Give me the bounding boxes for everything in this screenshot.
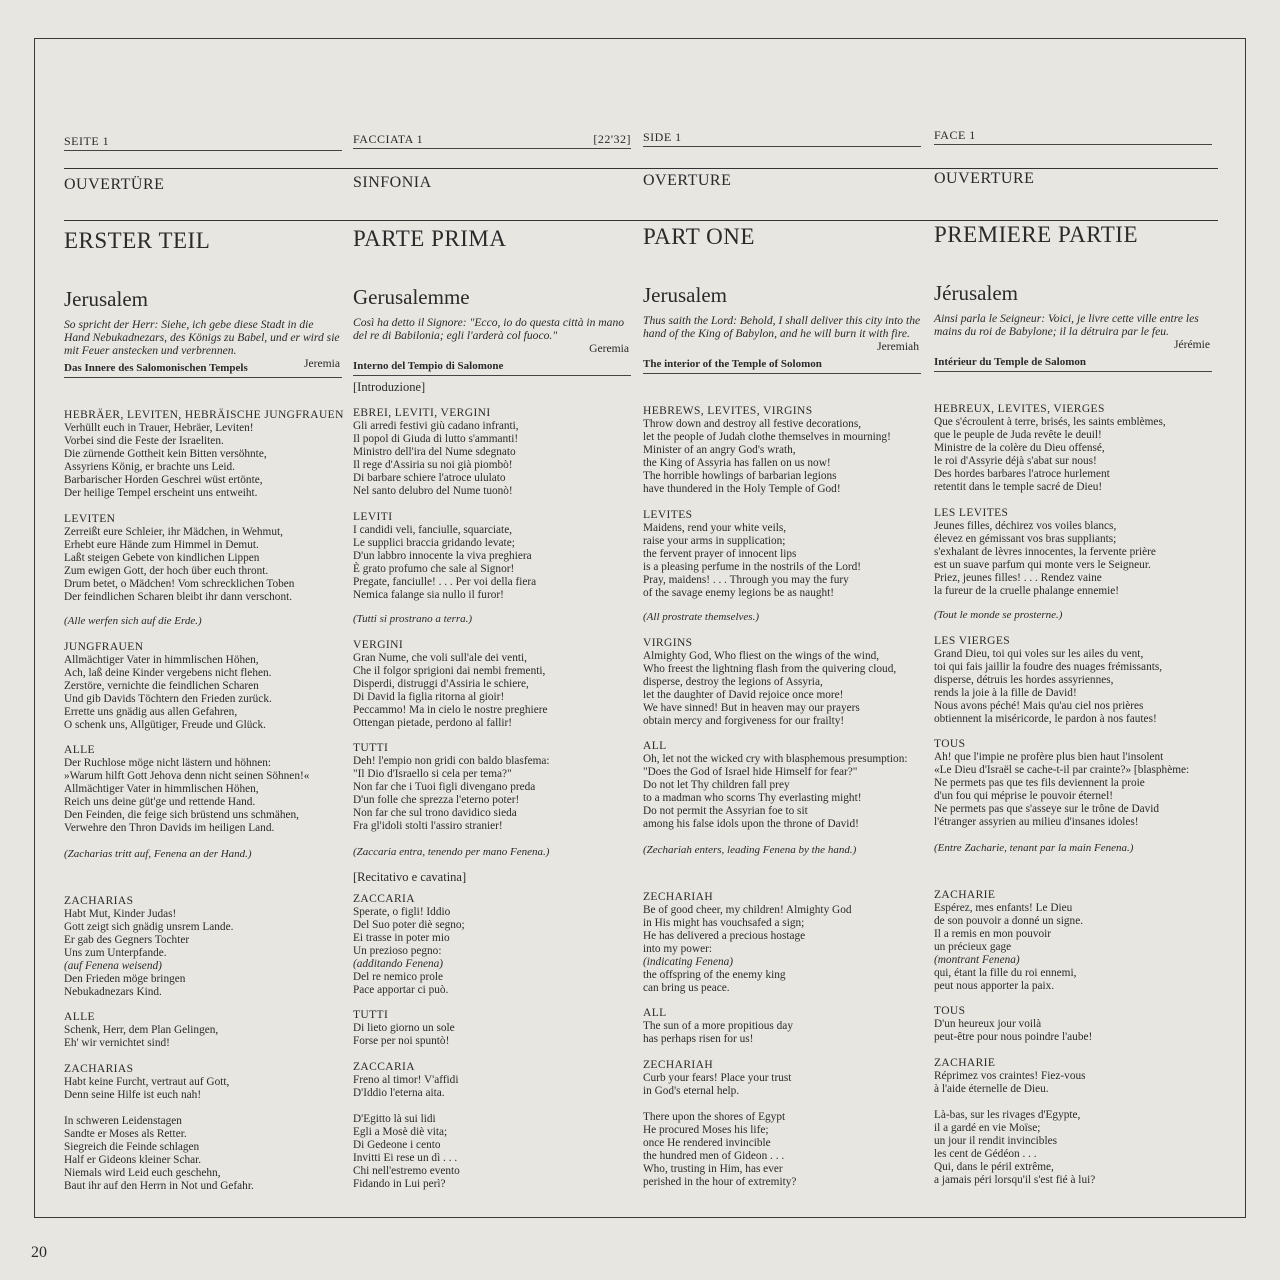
speaker-name: ZACHARIAS [64, 895, 134, 907]
lyric-line: «Le Dieu d'Israël se cache-t-il par crainte?» [blasphème: [934, 764, 1190, 776]
lyric-line: Fra gl'idoli stolti l'assiro stranier! [353, 820, 503, 832]
lyric-line: Il rege d'Assiria su noi già piombò! [353, 459, 513, 471]
lyric-line: Non far che sul trono davidico sieda [353, 807, 517, 819]
lyric-section [643, 1111, 933, 1189]
lyric-line: Peccammo! Ma in cielo le nostre preghiere [353, 704, 548, 716]
lyric-line: Nemica falange sia nullo il furor! [353, 589, 504, 601]
lyric-section [643, 637, 933, 728]
lyric-section [353, 639, 643, 730]
lyric-line: Allmächtiger Vater in himmlischen Höhen, [64, 654, 259, 666]
lyric-line: Del re nemico prole [353, 971, 444, 983]
lyric-line: Jeunes filles, déchirez vos voiles blancs, [934, 520, 1117, 532]
lyric-line: Ministre de la colère du Dieu offensé, [934, 442, 1105, 454]
lyric-line: disperse, détruis les hordes assyriennes, [934, 674, 1114, 686]
lyric-line: the hundred men of Gideon . . . [643, 1150, 785, 1162]
lyric-line: of the savage enemy legions be as naught! [643, 587, 835, 599]
lyric-line: Den Feinden, die feige sich brüstend uns schmähen, [64, 809, 299, 821]
scene-heading: Das Innere des Salomonischen Tempels [64, 362, 248, 374]
lyric-line: un précieux gage [934, 941, 1012, 953]
overture-title: OVERTURE [643, 172, 732, 189]
part-title: PREMIERE PARTIE [934, 222, 1138, 247]
lyric-line: Un prezioso pegno: [353, 945, 442, 957]
lyric-line: Gran Nume, che voli sull'ale dei venti, [353, 652, 527, 664]
lyric-line: Maidens, rend your white veils, [643, 522, 787, 534]
city-title: Jérusalem [934, 281, 1018, 305]
lyric-line: Schenk, Herr, dem Plan Gelingen, [64, 1024, 219, 1036]
lyric-line: "Does the God of Israel hide Himself for fear?" [643, 766, 858, 778]
stage-direction: (Zacharias tritt auf, Fenena an der Hand.) [64, 848, 252, 860]
lyric-line: la fureur de la cruelle phalange ennemie! [934, 585, 1120, 597]
lyric-section [934, 738, 1224, 829]
lyric-line: The sun of a more propitious day [643, 1020, 793, 1032]
city-title: Gerusalemme [353, 285, 470, 309]
lyric-line: Pace apportar ci può. [353, 984, 449, 996]
lyric-line: d'un fou qui méprise le pouvoir éternel! [934, 790, 1113, 802]
lyric-section [353, 893, 643, 997]
lyric-line: de son pouvoir a donné un signe. [934, 915, 1084, 927]
lyric-line: He procured Moses his life; [643, 1124, 769, 1136]
lyric-line: Niemals wird Leid euch geschehn, [64, 1167, 221, 1179]
lyric-line: in God's eternal help. [643, 1085, 740, 1097]
lyric-line: Der heilige Tempel erscheint uns entweiht. [64, 487, 258, 499]
lyric-line: "Il Dio d'Israello si cela per tema?" [353, 768, 512, 780]
lyric-line: obtiennent la miséricorde, le pardon à nos fautes! [934, 713, 1157, 725]
lyric-section [64, 1011, 354, 1050]
lyric-section [353, 742, 643, 833]
quote-divider [643, 373, 921, 374]
speaker-name: VIRGINS [643, 637, 693, 649]
lyric-line: D'un folle che sprezza l'eterno poter! [353, 794, 520, 806]
lyric-section [934, 1005, 1224, 1044]
side-heading [353, 132, 631, 149]
lyric-line: Allmächtiger Vater in himmlischen Höhen, [64, 783, 259, 795]
lyric-line: Und gib Davids Töchtern den Frieden zurück. [64, 693, 272, 705]
lyric-line: toi qui fais jaillir la foudre des nuages frémissants, [934, 661, 1163, 673]
quote-attribution: Jeremia [303, 357, 340, 370]
lyric-line: Del Suo poter diè segno; [353, 919, 465, 931]
speaker-name: VERGINI [353, 639, 404, 651]
lyric-line: Be of good cheer, my children! Almighty God [643, 904, 852, 916]
lyric-line: Drum betet, o Mädchen! Vom schrecklichen Toben [64, 578, 295, 590]
speaker-name: ZECHARIAH [643, 891, 714, 903]
city-title: Jerusalem [64, 287, 148, 311]
lyric-line: Forse per noi spuntò! [353, 1035, 450, 1047]
lyric-line: Pray, maidens! . . . Through you may the fury [643, 574, 849, 586]
rule-upper [64, 168, 1218, 169]
lyric-line: can bring us peace. [643, 982, 730, 994]
lyric-section [934, 889, 1224, 993]
lyric-line: Sandte er Moses als Retter. [64, 1128, 187, 1140]
lyric-line: Qui, dans le péril extrême, [934, 1161, 1054, 1173]
overture-title: SINFONIA [353, 174, 432, 191]
lyric-line: Errette uns gnädig aus allen Gefahren, [64, 706, 238, 718]
stage-direction: (Zechariah enters, leading Fenena by the hand.) [643, 844, 857, 856]
lyric-line: Il popol di Giuda di lutto s'ammanti! [353, 433, 519, 445]
lyric-section [643, 1007, 933, 1046]
speaker-name: ZACCARIA [353, 893, 415, 905]
side-label: FACE 1 [934, 128, 976, 142]
lyric-line: les cent de Gédéon . . . [934, 1148, 1037, 1160]
lyric-line: Habt Mut, Kinder Judas! [64, 908, 177, 920]
lyric-line: Ne permets pas que tes fils deviennent la proie [934, 777, 1145, 789]
speaker-name: EBREI, LEVITI, VERGINI [353, 407, 491, 419]
lyric-section [64, 1115, 354, 1193]
lyric-section [353, 1061, 643, 1100]
speaker-name: HEBRÄER, LEVITEN, HEBRÄISCHE JUNGFRAUEN [64, 409, 344, 421]
lyric-line: Des hordes barbares l'atroce hurlement [934, 468, 1110, 480]
part-title: ERSTER TEIL [64, 228, 211, 253]
speaker-name: ALLE [64, 1011, 95, 1023]
lyric-line: Egli a Mosè diè vita; [353, 1126, 448, 1138]
scene-heading: Interno del Tempio di Salomone [353, 360, 504, 372]
lyric-line: Ei trasse in poter mio [353, 932, 450, 944]
lyric-line: Di David la figlia ritorna al gioir! [353, 691, 505, 703]
lyric-line: Do not let Thy children fall prey [643, 779, 790, 791]
lyric-section [353, 1113, 643, 1191]
lyric-line: un jour il rendit invincibles [934, 1135, 1057, 1147]
lyric-line: Barbarischer Horden Geschrei wüst ertönte, [64, 474, 263, 486]
lyric-line: Ah! que l'impie ne profère plus bien haut l'insolent [934, 751, 1164, 763]
lyric-line: Den Frieden möge bringen [64, 973, 186, 985]
lyric-line: Throw down and destroy all festive decorations, [643, 418, 862, 430]
lyric-line: let the daughter of David rejoice once more! [643, 689, 844, 701]
lyric-line: (indicating Fenena) [643, 956, 734, 968]
lyric-line: O schenk uns, Allgütiger, Freude und Glück. [64, 719, 266, 731]
lyric-line: Fidando in Lui perì? [353, 1178, 446, 1190]
lyric-line: Assyriens König, er brachte uns Leid. [64, 461, 235, 473]
lyric-line: Chi nell'estremo evento [353, 1165, 460, 1177]
lyric-line: Baut ihr auf den Herrn in Not und Gefahr. [64, 1180, 254, 1192]
lyric-line: l'étranger assyrien au milieu d'insanes idoles! [934, 816, 1139, 828]
stage-direction: (Tout le monde se prosterne.) [934, 609, 1063, 621]
lyric-line: (montrant Fenena) [934, 954, 1020, 966]
lyric-line: à l'aide éternelle de Dieu. [934, 1083, 1049, 1095]
lyric-line: Il a remis en mon pouvoir [934, 928, 1052, 940]
speaker-name: JUNGFRAUEN [64, 641, 144, 653]
part-title: PARTE PRIMA [353, 226, 507, 251]
stage-direction: (Alle werfen sich auf die Erde.) [64, 615, 202, 627]
lyric-line: Zum ewigen Gott, der hoch über euch thront. [64, 565, 269, 577]
lyric-line: Minister of an angry God's wrath, [643, 444, 796, 456]
overture-title: OUVERTURE [934, 170, 1035, 187]
lyric-line: Der Ruchlose möge nicht lästern und höhnen: [64, 757, 272, 769]
lyric-line: Ministro dell'ira del Nume sdegnato [353, 446, 516, 458]
lyric-line: D'Egitto là sui lidi [353, 1113, 436, 1125]
lyric-section [64, 1063, 354, 1102]
speaker-name: ZECHARIAH [643, 1059, 714, 1071]
stage-direction: (Entre Zacharie, tenant par la main Fenena.) [934, 842, 1134, 854]
lyric-line: Di lieto giorno un sole [353, 1022, 455, 1034]
lyric-line: Die zürnende Gottheit kein Bitten versöhnte, [64, 448, 267, 460]
lyric-section [64, 641, 354, 732]
lyric-line: the offspring of the enemy king [643, 969, 786, 981]
lyric-line: s'exhalant de lèvres innocentes, la fervente prière [934, 546, 1156, 558]
quote-text: Così ha detto il Signore: "Ecco, io do questa città in mano del re di Babilonia; egli l'arderà col fuoco." [353, 316, 625, 342]
lyric-line: qui, étant la fille du roi ennemi, [934, 967, 1077, 979]
speaker-name: ZACHARIE [934, 889, 996, 901]
quote-divider [353, 375, 631, 376]
lyric-section [934, 1057, 1224, 1096]
section-marker: [Introduzione] [353, 380, 426, 394]
lyric-section [64, 895, 354, 999]
lyric-line: Priez, jeunes filles! . . . Rendez vaine [934, 572, 1102, 584]
lyric-line: Half er Gideons kleiner Schar. [64, 1154, 202, 1166]
speaker-name: LES LEVITES [934, 507, 1009, 519]
speaker-name: TUTTI [353, 1009, 389, 1021]
side-label: FACCIATA 1 [353, 132, 424, 146]
lyric-line: the King of Assyria has fallen on us now! [643, 457, 831, 469]
lyric-line: Denn seine Hilfe ist euch nah! [64, 1089, 202, 1101]
lyric-line: Pregate, fanciulle! . . . Per voi della fiera [353, 576, 537, 588]
speaker-name: HEBREUX, LEVITES, VIERGES [934, 403, 1105, 415]
lyric-line: Di Gedeone i cento [353, 1139, 441, 1151]
lyric-line: Nous avons péché! Mais qu'au ciel nos prières [934, 700, 1144, 712]
speaker-name: HEBREWS, LEVITES, VIRGINS [643, 405, 813, 417]
lyric-section [934, 635, 1224, 726]
lyric-line: Là-bas, sur les rivages d'Egypte, [934, 1109, 1081, 1121]
lyric-line: obtain mercy and forgiveness for our frailty! [643, 715, 845, 727]
lyric-line: Ach, laß deine Kinder vergebens nicht flehen. [64, 667, 272, 679]
speaker-name: TUTTI [353, 742, 389, 754]
side-label: SEITE 1 [64, 134, 110, 148]
speaker-name: ALL [643, 740, 667, 752]
speaker-name: TOUS [934, 738, 966, 750]
lyric-line: Espérez, mes enfants! Le Dieu [934, 902, 1073, 914]
quote-text: Ainsi parla le Seigneur: Voici, je livre cette ville entre les mains du roi de Babylone; il la détruira par le feu. [934, 312, 1199, 338]
lyric-line: Le supplici braccia gridando levate; [353, 537, 515, 549]
lyric-line: il a gardé en vie Moïse; [934, 1122, 1041, 1134]
stage-direction: (All prostrate themselves.) [643, 611, 759, 623]
lyric-section [643, 891, 933, 995]
speaker-name: ALLE [64, 744, 95, 756]
lyric-line: Gott zeigt sich gnädig unsrem Lande. [64, 921, 234, 933]
lyric-line: have thundered in the Holy Temple of God! [643, 483, 841, 495]
page-number: 20 [31, 1244, 47, 1261]
lyric-line: Sperate, o figli! Iddio [353, 906, 451, 918]
city-title: Jerusalem [643, 283, 727, 307]
lyric-section [934, 1109, 1224, 1187]
scene-heading: The interior of the Temple of Solomon [643, 358, 822, 370]
lyric-line: D'un heureux jour voilà [934, 1018, 1042, 1030]
lyric-line: D'un labbro innocente la viva preghiera [353, 550, 532, 562]
lyric-line: Que s'écroulent à terre, brisés, les saints emblèmes, [934, 416, 1166, 428]
lyric-line: Verwehre den Thron Davids im heiligen Land. [64, 822, 275, 834]
epigraph-quote [934, 312, 1212, 351]
lyric-section [934, 507, 1224, 598]
speaker-name: LEVITEN [64, 513, 116, 525]
lyric-line: (additando Fenena) [353, 958, 444, 970]
section-marker: [Recitativo e cavatina] [353, 870, 467, 884]
stage-direction: (Tutti si prostrano a terra.) [353, 613, 473, 625]
scene-heading: Intérieur du Temple de Salomon [934, 356, 1086, 368]
lyric-line: Almighty God, Who fliest on the wings of the wind, [643, 650, 880, 662]
lyric-line: In schweren Leidenstagen [64, 1115, 182, 1127]
lyric-line: Non far che i Tuoi figli divengano preda [353, 781, 536, 793]
lyric-line: Nel santo delubro del Nume tuonò! [353, 485, 513, 497]
lyric-line: in His might has vouchsafed a sign; [643, 917, 805, 929]
side-heading [934, 128, 1212, 145]
lyric-line: Che il folgor sprigioni dai nembi frementi, [353, 665, 546, 677]
part-title: PART ONE [643, 224, 755, 249]
lyric-line: There upon the shores of Egypt [643, 1111, 786, 1123]
lyric-line: Habt keine Furcht, vertraut auf Gott, [64, 1076, 230, 1088]
speaker-name: LEVITI [353, 511, 393, 523]
lyric-line: que le peuple de Juda revête le deuil! [934, 429, 1102, 441]
lyric-line: raise your arms in supplication; [643, 535, 786, 547]
epigraph-quote [353, 316, 631, 355]
lyric-line: Oh, let not the wicked cry with blasphemous presumption: [643, 753, 908, 765]
lyric-line: Nebukadnezars Kind. [64, 986, 162, 998]
lyric-section [353, 1009, 643, 1048]
side-heading [64, 134, 342, 151]
lyric-line: (auf Fenena weisend) [64, 960, 162, 972]
lyric-line: Disperdi, distruggi d'Assiria le schiere, [353, 678, 529, 690]
lyric-line: a jamais péri lorsqu'il s'est fié à lui? [934, 1174, 1096, 1186]
lyric-line: D'Iddio l'eterna aita. [353, 1087, 445, 1099]
lyric-line: Zerreißt eure Schleier, ihr Mädchen, in Wehmut, [64, 526, 283, 538]
speaker-name: LES VIERGES [934, 635, 1011, 647]
lyric-section [934, 403, 1224, 494]
lyric-line: Réprimez vos craintes! Fiez-vous [934, 1070, 1086, 1082]
lyric-line: We have sinned! But in heaven may our prayers [643, 702, 860, 714]
lyric-line: peut-être pour nous poindre l'aube! [934, 1031, 1093, 1043]
stage-direction: (Zaccaria entra, tenendo per mano Fenena.) [353, 846, 550, 858]
rule-lower [64, 220, 1218, 221]
speaker-name: TOUS [934, 1005, 966, 1017]
lyric-line: perished in the hour of extremity? [643, 1176, 797, 1188]
lyric-section [643, 405, 933, 496]
speaker-name: ZACHARIE [934, 1057, 996, 1069]
lyric-line: Reich uns deine güt'ge und rettende Hand. [64, 796, 256, 808]
lyric-line: Do not permit the Assyrian foe to sit [643, 805, 808, 817]
lyric-section [643, 509, 933, 600]
lyric-line: Zerstöre, vernichte die feindlichen Scharen [64, 680, 259, 692]
quote-divider [934, 371, 1212, 372]
lyric-section [353, 407, 643, 498]
lyric-line: I candidi veli, fanciulle, squarciate, [353, 524, 513, 536]
quote-attribution: Jeremiah [877, 340, 919, 353]
lyric-line: Laßt steigen Gebete von kindlichen Lippen [64, 552, 260, 564]
lyric-section [353, 511, 643, 602]
speaker-name: ZACHARIAS [64, 1063, 134, 1075]
lyric-line: Who freest the lightning flash from the quivering cloud, [643, 663, 897, 675]
lyric-line: Ottengan pietade, perdono al fallir! [353, 717, 513, 729]
lyric-line: Ne permets pas que s'asseye sur le trône de David [934, 803, 1160, 815]
speaker-name: LEVITES [643, 509, 693, 521]
lyric-line: Erhebt eure Hände zum Himmel in Demut. [64, 539, 259, 551]
lyric-line: The horrible howlings of barbarian legions [643, 470, 837, 482]
lyric-line: Siegreich die Feinde schlagen [64, 1141, 200, 1153]
lyric-section [64, 409, 354, 500]
lyric-line: Deh! l'empio non gridi con baldo blasfema: [353, 755, 550, 767]
lyric-section [64, 744, 354, 835]
lyric-line: has perhaps risen for us! [643, 1033, 754, 1045]
lyric-line: rends la joie à la fille de David! [934, 687, 1077, 699]
side-label: SIDE 1 [643, 130, 682, 144]
lyric-line: He has delivered a precious hostage [643, 930, 806, 942]
lyric-line: to a madman who scorns Thy everlasting might! [643, 792, 862, 804]
lyric-line: retentit dans le temple sacré de Dieu! [934, 481, 1103, 493]
quote-attribution: Geremia [589, 342, 629, 355]
lyric-line: élevez en gémissant vos bras suppliants; [934, 533, 1117, 545]
lyric-line: once He rendered invincible [643, 1137, 771, 1149]
quote-text: So spricht der Herr: Siehe, ich gebe diese Stadt in die Hand Nebukadnezars, des Königs zu Babel, und er wird sie mit Feuer anstecken und verbrennen. [64, 318, 340, 357]
lyric-section [64, 513, 354, 604]
side-heading [643, 130, 921, 147]
lyric-line: Di barbare schiere l'atroce ululato [353, 472, 506, 484]
lyric-line: Er gab des Gegners Tochter [64, 934, 190, 946]
lyric-line: peut nous apporter la paix. [934, 980, 1055, 992]
lyric-line: Verhüllt euch in Trauer, Hebräer, Leviten! [64, 422, 254, 434]
lyric-line: est un suave parfum qui monte vers le Seigneur. [934, 559, 1151, 571]
lyric-line: Freno al timor! V'affidi [353, 1074, 459, 1086]
lyric-line: Who, trusting in Him, has ever [643, 1163, 783, 1175]
lyric-section [643, 1059, 933, 1098]
quote-divider [64, 377, 342, 378]
lyric-line: Invitti Ei rese un dì . . . [353, 1152, 458, 1164]
lyric-line: among his false idols upon the throne of David! [643, 818, 859, 830]
overture-title: OUVERTÜRE [64, 176, 165, 193]
lyric-line: Vorbei sind die Feste der Israeliten. [64, 435, 224, 447]
lyric-line: let the people of Judah clothe themselves in mourning! [643, 431, 891, 443]
lyric-line: is a pleasing perfume in the nostrils of the Lord! [643, 561, 862, 573]
quote-text: Thus saith the Lord: Behold, I shall deliver this city into the hand of the King of Babylon, and he will burn it with fire. [643, 314, 921, 340]
lyric-line: Der feindlichen Scharen bleibt ihr dann verschont. [64, 591, 293, 603]
lyric-line: the fervent prayer of innocent lips [643, 548, 797, 560]
lyric-line: Uns zum Unterpfande. [64, 947, 167, 959]
lyric-line: Grand Dieu, toi qui voles sur les ailes du vent, [934, 648, 1144, 660]
speaker-name: ZACCARIA [353, 1061, 415, 1073]
lyric-line: le roi d'Assyrie déjà s'abat sur nous! [934, 455, 1097, 467]
lyric-line: into my power: [643, 943, 713, 955]
epigraph-quote [643, 314, 921, 353]
quote-attribution: Jérémie [1173, 338, 1210, 351]
lyric-line: È grato profumo che sale al Signor! [353, 563, 515, 575]
lyric-line: Curb your fears! Place your trust [643, 1072, 792, 1084]
speaker-name: ALL [643, 1007, 667, 1019]
lyric-line: disperse, destroy the legions of Assyria, [643, 676, 823, 688]
duration: [22'32] [593, 132, 631, 146]
lyric-line: Eh' wir vernichtet sind! [64, 1037, 170, 1049]
lyric-line: »Warum hilft Gott Jehova denn nicht seinen Söhnen!« [64, 770, 310, 782]
lyric-line: Gli arredi festivi giù cadano infranti, [353, 420, 519, 432]
lyric-section [643, 740, 933, 831]
